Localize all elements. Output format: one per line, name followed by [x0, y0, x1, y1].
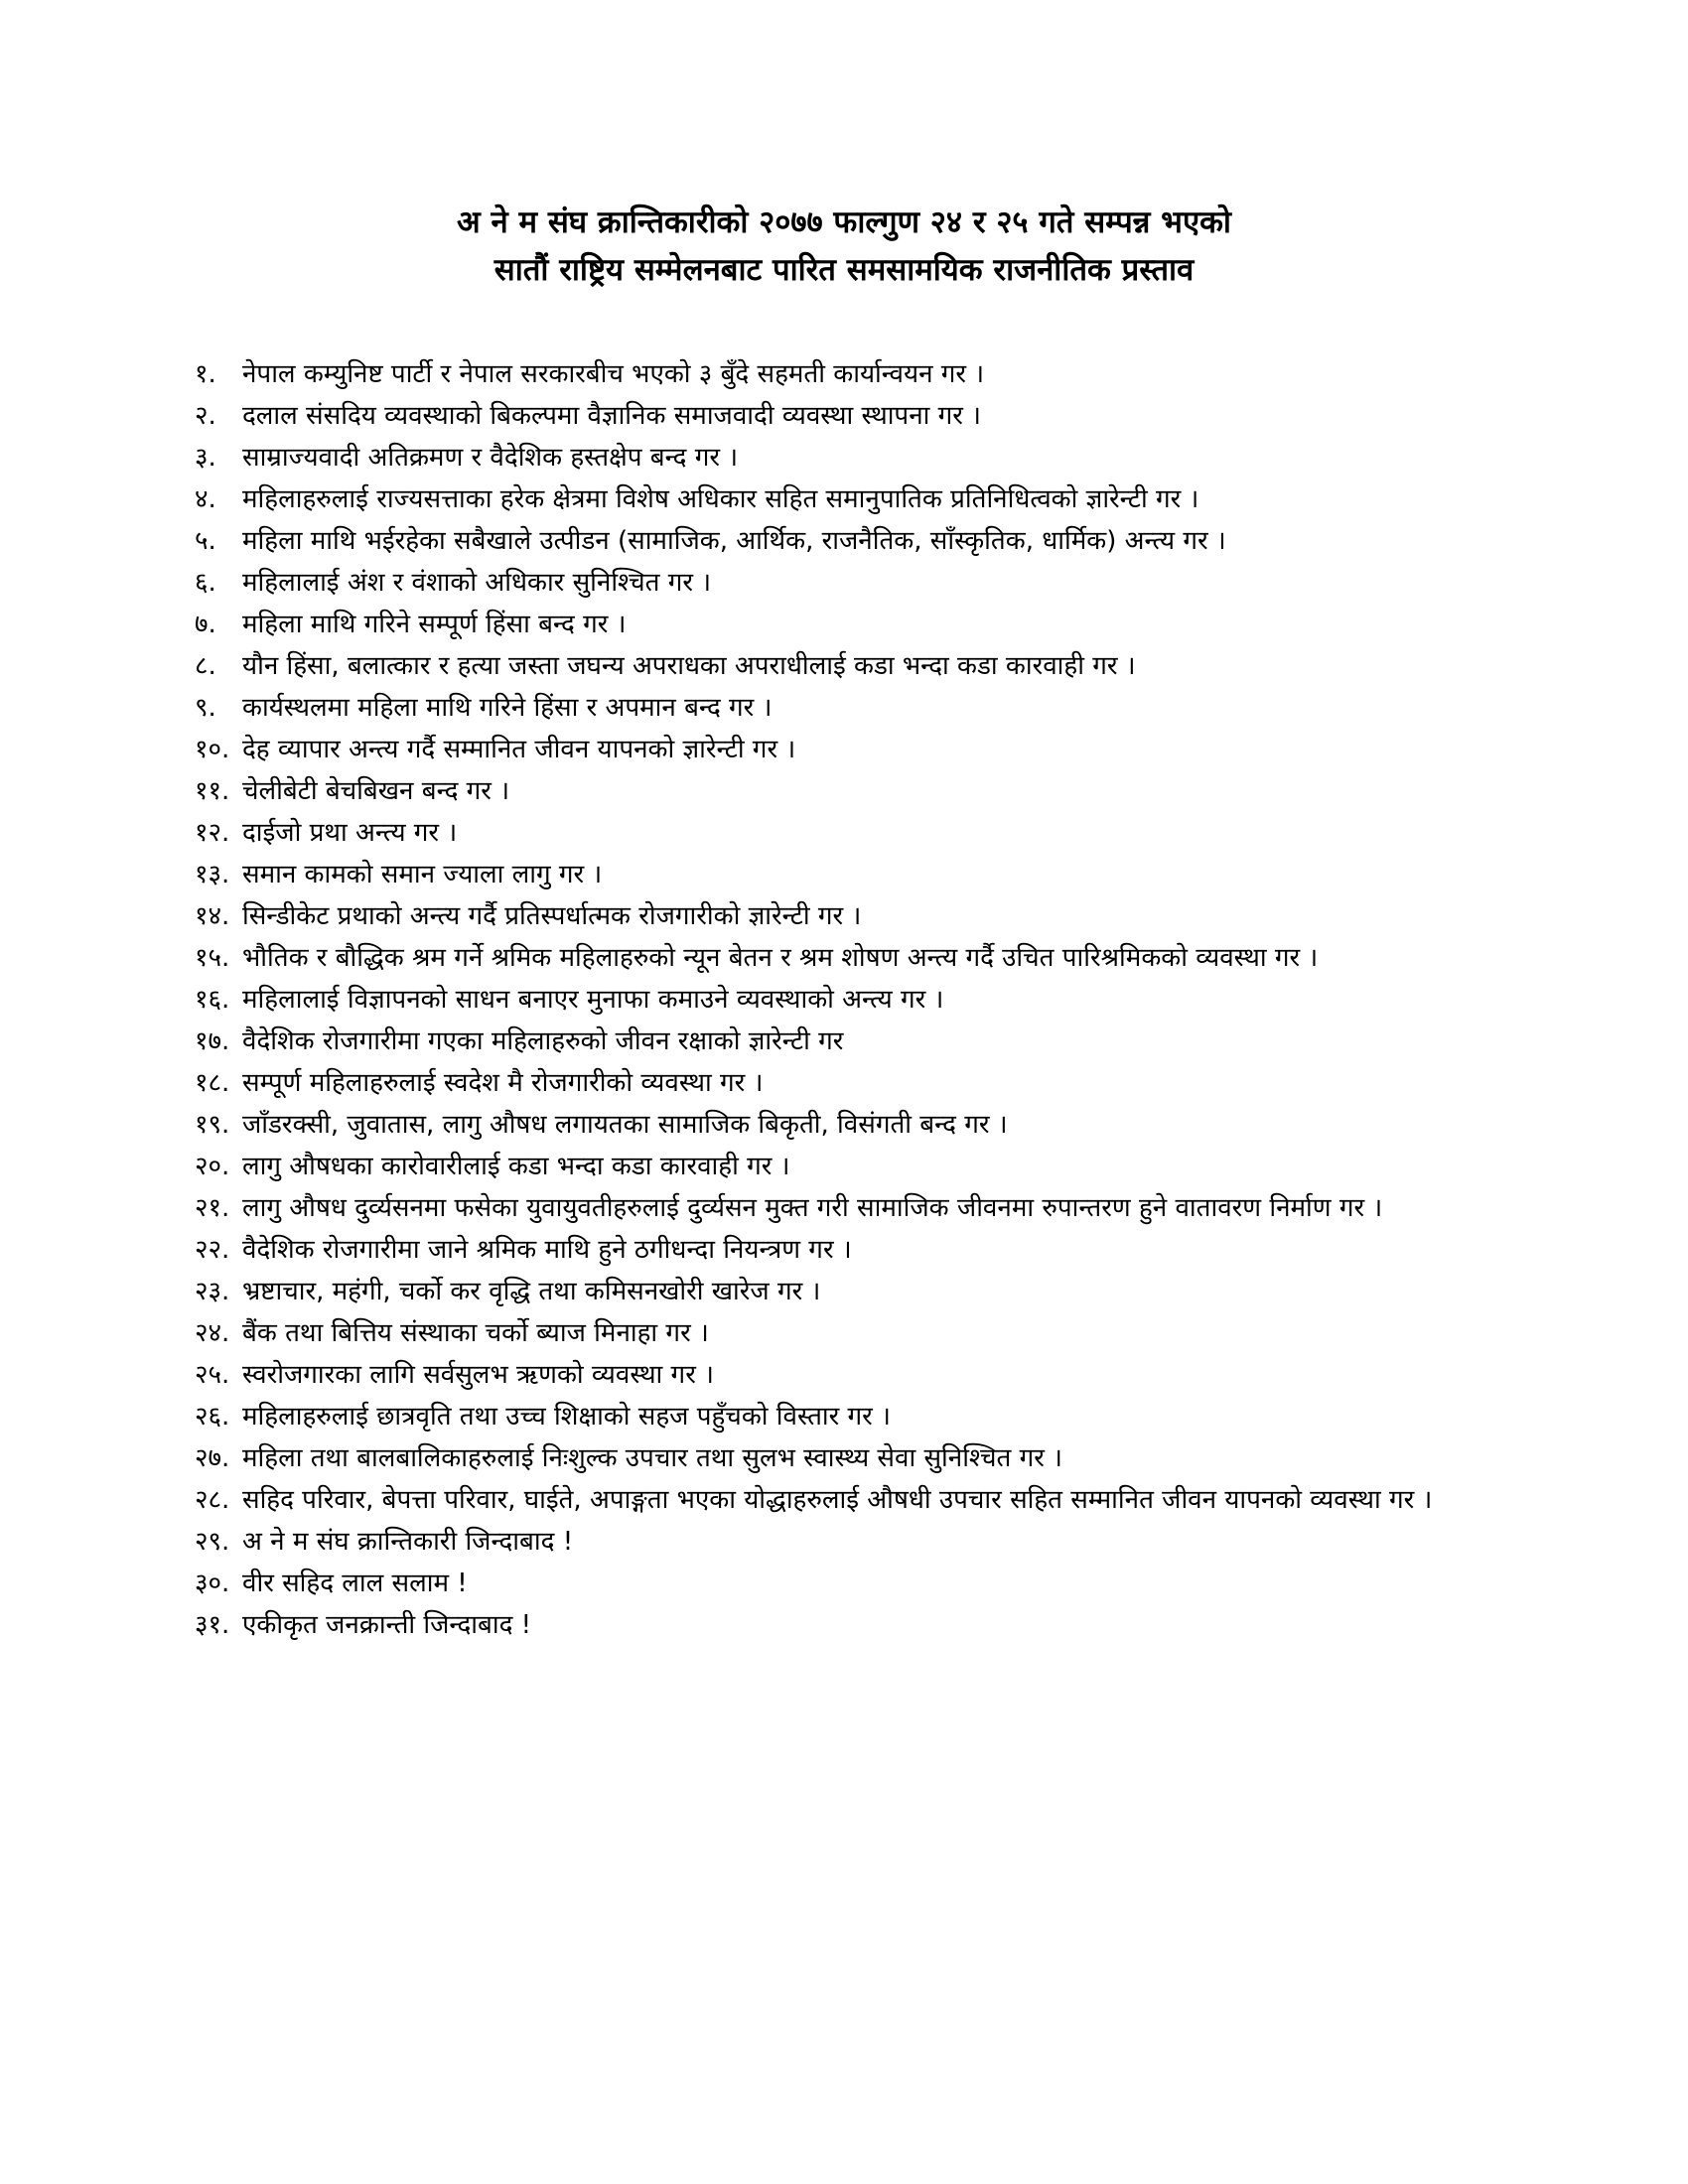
item-text: भ्रष्टाचार, महंगी, चर्को कर वृद्धि तथा कमिसनखोरी खारेज गर ।: [242, 1277, 821, 1306]
list-item: [195, 1271, 1485, 1312]
item-text: दाईजो प्रथा अन्त्य गर ।: [242, 818, 458, 848]
list-item: [195, 478, 1485, 520]
item-number: ३०.: [195, 1569, 230, 1598]
item-text: महिलाहरुलाई छात्रवृति तथा उच्च शिक्षाको सहज पहुँचको विस्तार गर ।: [242, 1402, 891, 1432]
list-item: [195, 1604, 1485, 1646]
item-number: ३.: [195, 443, 216, 473]
item-text: यौन हिंसा, बलात्कार र हत्या जस्ता जघन्य अपराधका अपराधीलाई कडा भन्दा कडा कारवाही गर ।: [242, 651, 1136, 681]
item-text: नेपाल कम्युनिष्ट पार्टी र नेपाल सरकारबीच भएको ३ बुँदे सहमती कार्यान्वयन गर ।: [242, 359, 985, 389]
item-text: सिन्डीकेट प्रथाको अन्त्य गर्दै प्रतिस्पर्धात्मक रोजगारीको ज्ञारेन्टी गर ।: [242, 901, 862, 931]
resolution-list: [195, 353, 1485, 1646]
item-text: चेलीबेटी बेचबिखन बन्द गर ।: [242, 776, 510, 806]
title-line-1: अ ने म संघ क्रान्तिकारीको २०७७ फाल्गुण २४ र २५ गते सम्पन्न भएको: [457, 205, 1231, 240]
list-item: [195, 645, 1485, 687]
list-item: [195, 604, 1485, 645]
item-text: दलाल संसदिय व्यवस्थाको बिकल्पमा वैज्ञानिक समाजवादी व्यवस्था स्थापना गर ।: [242, 401, 982, 431]
item-text: अ ने म संघ क्रान्तिकारी जिन्दाबाद !: [242, 1527, 574, 1557]
item-number: ४.: [195, 484, 216, 514]
item-number: २३.: [195, 1277, 230, 1306]
item-number: २५.: [195, 1360, 230, 1390]
item-number: २८.: [195, 1485, 230, 1515]
item-number: १२.: [195, 818, 230, 848]
item-text: सम्पूर्ण महिलाहरुलाई स्वदेश मै रोजगारीको व्यवस्था गर ।: [242, 1068, 764, 1098]
list-item: [195, 1521, 1485, 1563]
item-text: महिला तथा बालबालिकाहरुलाई निःशुल्क उपचार तथा सुलभ स्वास्थ्य सेवा सुनिश्चित गर ।: [242, 1443, 1062, 1473]
list-item: [195, 1187, 1485, 1229]
list-item: [195, 1479, 1485, 1521]
item-number: ६.: [195, 568, 216, 598]
item-text: कार्यस्थलमा महिला माथि गरिने हिंसा र अपमान बन्द गर ।: [242, 693, 773, 723]
list-item: [195, 1062, 1485, 1104]
item-number: ३१.: [195, 1610, 230, 1640]
document-title: [0, 199, 1688, 294]
item-number: ११.: [195, 776, 230, 806]
list-item: [195, 895, 1485, 937]
list-item: [195, 562, 1485, 604]
list-item: [195, 1437, 1485, 1479]
item-number: १५.: [195, 943, 230, 973]
item-number: १८.: [195, 1068, 230, 1098]
item-text: जाँडरक्सी, जुवातास, लागु औषध लगायतका सामाजिक बिकृती, विसंगती बन्द गर ।: [242, 1110, 1008, 1140]
item-text: भौतिक र बौद्धिक श्रम गर्ने श्रमिक महिलाहरुको न्यून बेतन र श्रम शोषण अन्त्य गर्दै उचित पारिश्रमिकको व्यवस्था गर ।: [242, 943, 1319, 973]
list-item: [195, 854, 1485, 895]
item-number: २७.: [195, 1443, 230, 1473]
item-number: १९.: [195, 1110, 230, 1140]
item-text: वैदेशिक रोजगारीमा गएका महिलाहरुको जीवन रक्षाको ज्ञारेन्टी गर: [242, 1026, 844, 1056]
item-text: स्वरोजगारका लागि सर्वसुलभ ऋणको व्यवस्था गर ।: [242, 1360, 714, 1390]
item-text: महिला माथि भईरहेका सबैखाले उत्पीडन (सामाजिक, आर्थिक, राजनैतिक, साँस्कृतिक, धार्मिक) अन्त्य गर ।: [242, 526, 1226, 556]
item-number: ८.: [195, 651, 216, 681]
list-item: [195, 812, 1485, 854]
item-text: महिलाहरुलाई राज्यसत्ताका हरेक क्षेत्रमा विशेष अधिकार सहित समानुपातिक प्रतिनिधित्वको ज्ञारेन्टी गर ।: [242, 484, 1199, 514]
item-number: ९.: [195, 693, 216, 723]
item-text: वीर सहिद लाल सलाम !: [242, 1569, 468, 1598]
item-number: २१.: [195, 1193, 230, 1223]
list-item: [195, 395, 1485, 437]
item-text: महिला माथि गरिने सम्पूर्ण हिंसा बन्द गर ।: [242, 610, 627, 639]
list-item: [195, 1229, 1485, 1271]
list-item: [195, 1146, 1485, 1187]
list-item: [195, 1396, 1485, 1437]
item-text: बैंक तथा बित्तिय संस्थाका चर्को ब्याज मिनाहा गर ।: [242, 1318, 709, 1348]
title-line-2: सातौं राष्ट्रिय सम्मेलनबाट पारित समसामयिक राजनीतिक प्रस्ताव: [493, 252, 1195, 288]
item-number: २९.: [195, 1527, 230, 1557]
item-number: २०.: [195, 1152, 230, 1181]
list-item: [195, 937, 1485, 979]
list-item: [195, 979, 1485, 1021]
item-number: २.: [195, 401, 216, 431]
list-item: [195, 1563, 1485, 1604]
item-text: लागु औषधका कारोवारीलाई कडा भन्दा कडा कारवाही गर ।: [242, 1152, 790, 1181]
item-number: १३.: [195, 860, 230, 889]
item-text: वैदेशिक रोजगारीमा जाने श्रमिक माथि हुने ठगीधन्दा नियन्त्रण गर ।: [242, 1235, 852, 1265]
item-number: १७.: [195, 1026, 230, 1056]
item-number: १.: [195, 359, 216, 389]
list-item: [195, 520, 1485, 562]
item-text: महिलालाई अंश र वंशाको अधिकार सुनिश्चित गर ।: [242, 568, 712, 598]
item-number: १४.: [195, 901, 230, 931]
list-item: [195, 729, 1485, 770]
item-text: साम्राज्यवादी अतिक्रमण र वैदेशिक हस्तक्षेप बन्द गर ।: [242, 443, 739, 473]
list-item: [195, 1354, 1485, 1396]
item-number: २२.: [195, 1235, 230, 1265]
list-item: [195, 1312, 1485, 1354]
list-item: [195, 1021, 1485, 1062]
item-number: १६.: [195, 985, 230, 1015]
list-item: [195, 353, 1485, 395]
list-item: [195, 437, 1485, 478]
item-number: १०.: [195, 735, 230, 764]
list-item: [195, 687, 1485, 729]
item-text: देह व्यापार अन्त्य गर्दै सम्मानित जीवन यापनको ज्ञारेन्टी गर ।: [242, 735, 796, 764]
item-text: महिलालाई विज्ञापनको साधन बनाएर मुनाफा कमाउने व्यवस्थाको अन्त्य गर ।: [242, 985, 944, 1015]
item-number: २४.: [195, 1318, 230, 1348]
item-number: २६.: [195, 1402, 230, 1432]
item-text: लागु औषध दुर्व्यसनमा फसेका युवायुवतीहरुलाई दुर्व्यसन मुक्त गरी सामाजिक जीवनमा रुपान्तरण हुने वातावरण निर्माण गर ।: [242, 1193, 1383, 1223]
item-number: ५.: [195, 526, 216, 556]
list-item: [195, 1104, 1485, 1146]
item-text: सहिद परिवार, बेपत्ता परिवार, घाईते, अपाङ्गता भएका योद्धाहरुलाई औषधी उपचार सहित सम्मानित जीवन यापनको व्यवस्था गर ।: [242, 1485, 1433, 1515]
list-item: [195, 770, 1485, 812]
item-text: एकीकृत जनक्रान्ती जिन्दाबाद !: [242, 1610, 532, 1640]
item-number: ७.: [195, 610, 216, 639]
item-text: समान कामको समान ज्याला लागु गर ।: [242, 860, 603, 889]
